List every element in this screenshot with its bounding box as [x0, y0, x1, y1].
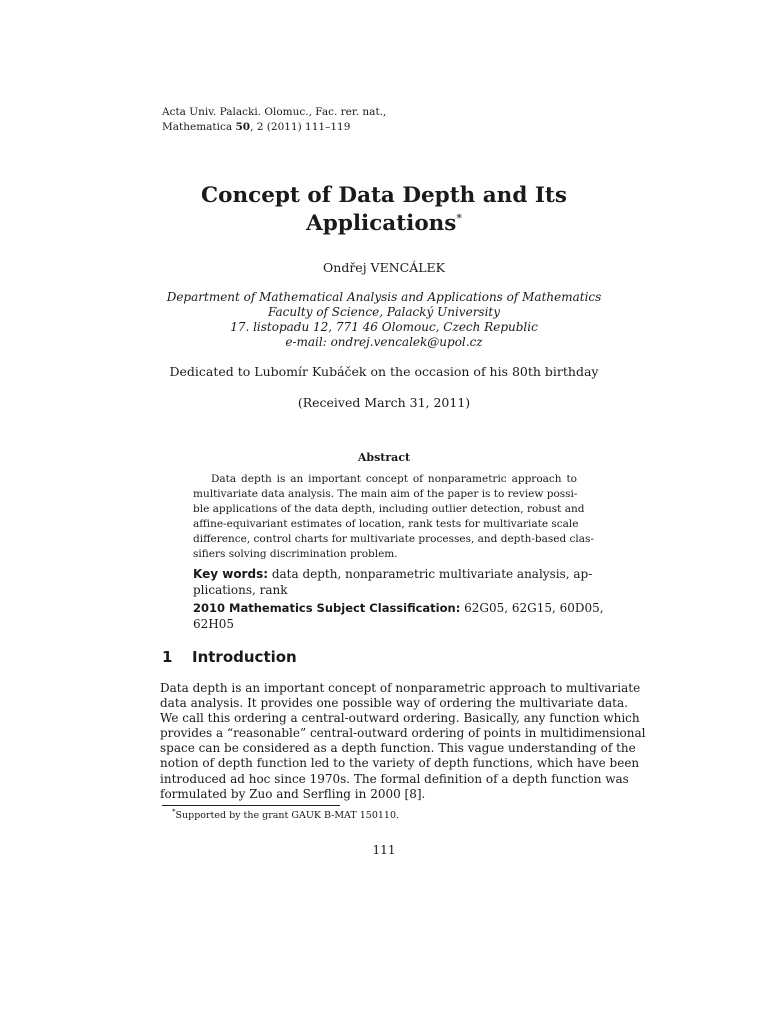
- author-name: Ondřej VENCÁLEK: [323, 260, 445, 275]
- affiliation-line: Department of Mathematical Analysis and Applications of Mathematics: [166, 290, 602, 304]
- footnote-text: Supported by the grant GAUK B-MAT 150110.: [175, 810, 400, 822]
- abstract-line: Data depth is an important concept of nonparametric approach to: [211, 473, 577, 485]
- intro-paragraph: [160, 681, 646, 802]
- footnote-rule: [162, 805, 340, 806]
- title-footnote-mark: *: [456, 211, 462, 225]
- journal-citation: [162, 105, 386, 135]
- footnote-mark: *: [172, 808, 176, 816]
- title-line-1: Concept of Data Depth and Its: [201, 183, 567, 208]
- affiliation-line: 17. listopadu 12, 771 46 Olomouc, Czech Republic: [230, 320, 538, 334]
- keywords-text-1: data depth, nonparametric multivariate analysis, ap-: [268, 567, 593, 581]
- body-line: We call this ordering a central-outward ordering. Basically, any function which: [160, 711, 640, 726]
- title-line-2: [0, 210, 768, 238]
- journal-volume: 50: [235, 121, 251, 133]
- received-date: (Received March 31, 2011): [297, 395, 471, 410]
- section-number: 1: [162, 648, 173, 666]
- abstract-line: difference, control charts for multivariate processes, and depth-based clas-: [193, 533, 594, 545]
- keywords-line-1: [193, 566, 593, 582]
- msc-classification: [193, 600, 604, 632]
- section-title: Introduction: [192, 648, 297, 666]
- msc-label: 2010 Mathematics Subject Classification:: [193, 601, 461, 615]
- footnote: [172, 808, 399, 821]
- abstract-line: ble applications of the data depth, including outlier detection, robust and: [193, 503, 585, 515]
- journal-issue-pages: , 2 (2011) 111–119: [250, 121, 351, 133]
- affiliation-line: Faculty of Science, Palacký University: [267, 305, 501, 319]
- abstract-body: [193, 472, 594, 562]
- page-number: 111: [372, 843, 396, 857]
- journal-series: Mathematica: [162, 121, 236, 133]
- body-line: data analysis. It provides one possible way of ordering the multivariate data.: [160, 696, 628, 711]
- dedication: Dedicated to Lubomír Kubáček on the occasion of his 80th birthday: [169, 364, 599, 379]
- abstract-line: multivariate data analysis. The main aim of the paper is to review possi-: [193, 488, 578, 500]
- keywords: [193, 566, 593, 598]
- msc-codes-2: 62H05: [193, 617, 235, 631]
- body-line: introduced ad hoc since 1970s. The formal definition of a depth function was: [160, 771, 629, 786]
- msc-codes-1: 62G05, 62G15, 60D05,: [460, 601, 604, 615]
- keywords-text-2: plications, rank: [193, 583, 288, 597]
- keywords-label: Key words:: [193, 567, 269, 581]
- section-heading: [162, 648, 297, 666]
- journal-line-1: Acta Univ. Palacki. Olomuc., Fac. rer. nat.,: [162, 106, 387, 118]
- affiliation: [0, 290, 768, 350]
- body-line: formulated by Zuo and Serfling in 2000 [8].: [160, 786, 426, 801]
- body-line: space can be considered as a depth function. This vague understanding of the: [160, 741, 636, 756]
- title-line-2-text: Applications: [306, 211, 457, 236]
- author-email: e-mail: ondrej.vencalek@upol.cz: [285, 335, 483, 349]
- body-line: provides a “reasonable” central-outward ordering of points in multidimensional: [160, 726, 646, 741]
- abstract-heading: Abstract: [357, 451, 411, 464]
- msc-line-1: [193, 600, 604, 616]
- body-line: Data depth is an important concept of nonparametric approach to multivariate: [160, 681, 641, 695]
- body-line: notion of depth function led to the variety of depth functions, which have been: [160, 756, 640, 771]
- abstract-line: affine-equivariant estimates of location, rank tests for multivariate scale: [193, 518, 579, 530]
- abstract-line: sifiers solving discrimination problem.: [193, 548, 398, 560]
- journal-line-2: [162, 120, 386, 135]
- paper-title: [0, 182, 768, 238]
